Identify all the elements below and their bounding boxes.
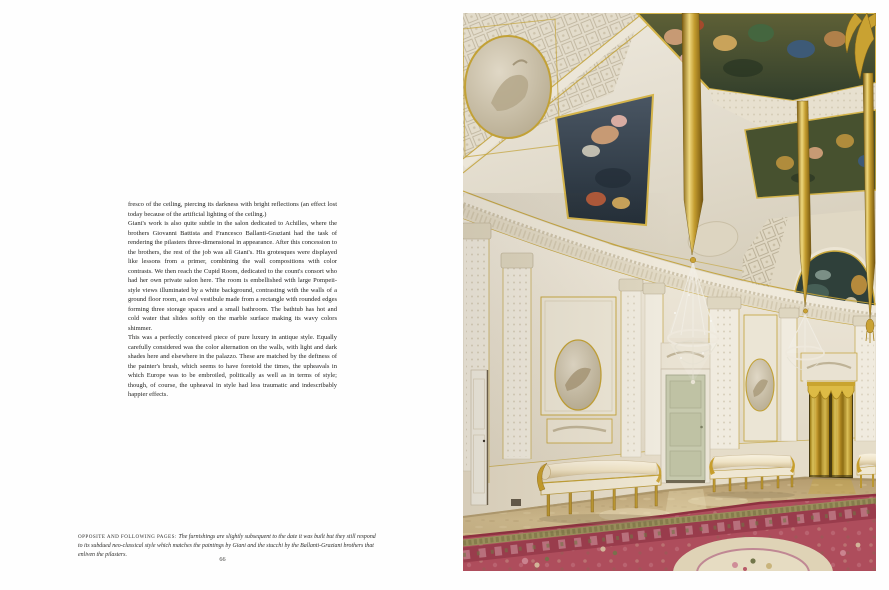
shadow-overlay (463, 193, 673, 533)
right-page (445, 0, 889, 590)
curtained-doorway (807, 382, 855, 479)
palace-salon-photo (463, 13, 876, 571)
paragraph: Giani's work is also quite subtle in the salon dedicated to Achilles, where the brothers Giovanni Battista and Francesco Ballanti-Graziani had the task of rendering the pilasters three-dimensional in appearance. After this concession to the brothers, the rest of the job was all Giani's. His grotesques were displayed like lessons from a primer, combining the wall compositions with color contrasts. We then reach the Cupid Room, dedicated to the count's consort who had her own private salon here. The room is embellished with large Pompeii-style views illuminated by a white background, contrasting with the walls of a ground floor room, an oval vestibule made from a rectangle with rounded edges forming three storage spaces and a small bathroom. The bathtub has hot and cold water that slides softly on the marble surface making its wavy colors shimmer. (128, 220, 337, 332)
caption-lead-in: OPPOSITE AND FOLLOWING PAGES: (78, 534, 179, 540)
wall-panel-small-medallion (744, 315, 777, 441)
paragraph: fresco of the ceiling, piercing its darkness with bright reflections (an effect lost today because of the artificial lighting of the ceiling.) (128, 201, 337, 218)
body-text (128, 200, 337, 400)
page-number: 66 (219, 556, 226, 563)
caption-text: The furnishings are slightly subsequent to the date it was built but they still respond to its subdued neo-classical style which matches the paintings by Giani and the stucchi by the Ballanti-Graziani brothers that enliven the pilasters. (78, 534, 376, 558)
paragraph: This was a perfectly conceived piece of pure luxury in antique style. Equally carefully considered was the color alternation on the walls, with light and dark shades here and elsewhere in the palazzo. These are matched by the deftness of the painter's brush, which seems to have foretold the times, the upheavals in which Europe was to be embroiled, politically as well as in terms of style; though, of course, the upheaval in style had less traumatic and indescribably happier effects. (128, 334, 337, 398)
